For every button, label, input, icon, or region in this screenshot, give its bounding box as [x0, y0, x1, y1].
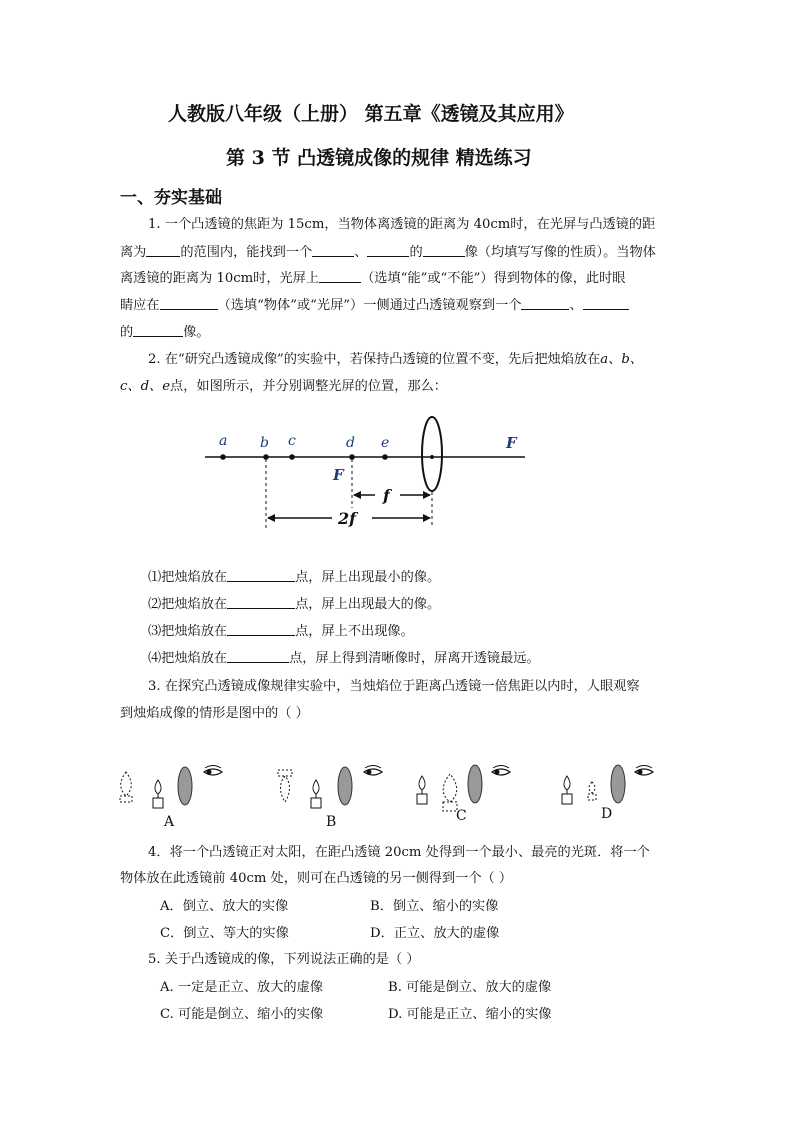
q4-option-a[interactable]: A．倒立、放大的实像: [160, 899, 289, 914]
q2-sub-3: ⑶把烛焰放在 点，屏上不出现像。: [148, 624, 414, 639]
q1-line3: 离透镜的距离为 10cm时，光屏上 （选填“能”或“不能”）得到物体的像，此时眼: [120, 271, 626, 286]
q1-blank-6[interactable]: [160, 298, 218, 310]
q3-option-c-figure: [408, 758, 528, 830]
q1-line1: 1. 一个凸透镜的焦距为 15cm，当物体离透镜的距离为 40cm时，在光屏与凸透镜的距: [148, 217, 656, 232]
candle-icon: [562, 776, 572, 804]
label-c: c: [288, 433, 296, 449]
q1-blank-9[interactable]: [133, 325, 183, 337]
option-label-a: A: [164, 814, 175, 830]
candle-icon: [417, 776, 427, 804]
page-subtitle: 第 3 节 凸透镜成像的规律 精选练习: [226, 147, 532, 169]
lens-icon: [611, 765, 625, 803]
label-f-left: F: [333, 466, 344, 484]
candle-icon: [311, 780, 321, 808]
q1-blank-8[interactable]: [583, 298, 629, 310]
q4-option-b[interactable]: B．倒立、缩小的实像: [370, 899, 499, 914]
label-b: b: [260, 435, 269, 451]
point-e: [382, 454, 388, 460]
q3-option-b-figure: [270, 758, 390, 830]
point-b: [263, 454, 269, 460]
q2-line2: c、d、e点，如图所示，并分别调整光屏的位置，那么：: [120, 379, 447, 394]
label-e: e: [381, 435, 390, 451]
q1-blank-4[interactable]: [423, 245, 465, 257]
option-label-d: D: [601, 806, 613, 822]
point-a: [220, 454, 226, 460]
virtual-flame-icon: [120, 772, 132, 802]
q5-option-b[interactable]: B. 可能是倒立、放大的虚像: [388, 980, 552, 995]
q2-blank-4[interactable]: [227, 651, 289, 663]
page-title: 人教版八年级（上册） 第五章《透镜及其应用》: [168, 103, 574, 125]
q3-option-d-figure: [555, 758, 675, 830]
lens-icon: [338, 767, 352, 805]
q2-blank-1[interactable]: [227, 570, 295, 582]
q4-option-c[interactable]: C．倒立、等大的实像: [160, 926, 289, 941]
q5-line1: 5. 关于凸透镜成的像，下列说法正确的是（ ）: [148, 952, 420, 967]
q1-line4: 睛应在 （选填“物体”或“光屏”）一侧通过凸透镜观察到一个 、: [120, 298, 629, 312]
point-d: [349, 454, 355, 460]
option-label-b: B: [326, 814, 337, 830]
lens-icon: [468, 765, 482, 803]
label-f-right: F: [506, 434, 517, 452]
section-heading: 一、夯实基础: [120, 188, 222, 208]
convex-lens: [422, 417, 442, 491]
option-label-c: C: [456, 808, 467, 824]
q1-blank-1[interactable]: [146, 245, 180, 257]
q5-option-d[interactable]: D. 可能是正立、缩小的实像: [388, 1007, 552, 1022]
twof-arrowhead-right: [423, 514, 431, 522]
q4-option-d[interactable]: D．正立、放大的虚像: [370, 926, 500, 941]
q2-sub-4: ⑷把烛焰放在 点，屏上得到清晰像时，屏离开透镜最远。: [148, 651, 540, 666]
q2-line1: 2. 在“研究凸透镜成像”的实验中，若保持凸透镜的位置不变，先后把烛焰放在a、b、: [148, 352, 643, 367]
virtual-flame-icon: [443, 774, 457, 811]
lens-icon: [178, 767, 192, 805]
q1-blank-3[interactable]: [367, 245, 409, 257]
f-arrowhead-left: [353, 491, 361, 499]
q1-blank-7[interactable]: [521, 298, 569, 310]
q1-blank-2[interactable]: [312, 245, 354, 257]
lens-center: [430, 455, 434, 459]
f-arrowhead-right: [423, 491, 431, 499]
q1-line2: 离为 的范围内，能找到一个 、 的 像（均填写写像的性质）。当物体: [120, 245, 656, 260]
q2-blank-3[interactable]: [227, 624, 295, 636]
q4-line2: 物体放在此透镜前 40cm 处，则可在凸透镜的另一侧得到一个（ ）: [120, 871, 513, 886]
eye-icon: [635, 766, 653, 776]
q5-option-c[interactable]: C. 可能是倒立、缩小的实像: [160, 1007, 324, 1022]
small-virtual-flame-icon: [588, 782, 596, 800]
candle-icon: [153, 780, 163, 808]
lens-diagram: [200, 410, 540, 535]
q1-blank-5[interactable]: [319, 271, 361, 283]
label-2f: 2f: [338, 509, 357, 528]
q2-sub-1: ⑴把烛焰放在 点，屏上出现最小的像。: [148, 570, 441, 585]
eye-icon: [492, 766, 510, 776]
label-d: d: [346, 435, 355, 451]
q5-option-a[interactable]: A. 一定是正立、放大的虚像: [160, 980, 323, 995]
inverted-virtual-flame-icon: [278, 770, 292, 802]
q3-line1: 3. 在探究凸透镜成像规律实验中，当烛焰位于距离凸透镜一倍焦距以内时，人眼观察: [148, 679, 640, 694]
label-a: a: [219, 433, 228, 449]
q1-line5: 的 像。: [120, 325, 210, 340]
q2-blank-2[interactable]: [227, 597, 295, 609]
eye-icon: [204, 766, 222, 776]
point-c: [289, 454, 295, 460]
q2-sub-2: ⑵把烛焰放在 点，屏上出现最大的像。: [148, 597, 441, 612]
label-f: f: [383, 486, 390, 505]
q4-line1: 4．将一个凸透镜正对太阳，在距凸透镜 20cm 处得到一个最小、最亮的光斑．将一个: [148, 845, 650, 860]
twof-arrowhead-left: [267, 514, 275, 522]
eye-icon: [364, 766, 382, 776]
q3-line2: 到烛焰成像的情形是图中的（ ）: [120, 706, 309, 721]
q3-option-a-figure: [112, 758, 232, 830]
